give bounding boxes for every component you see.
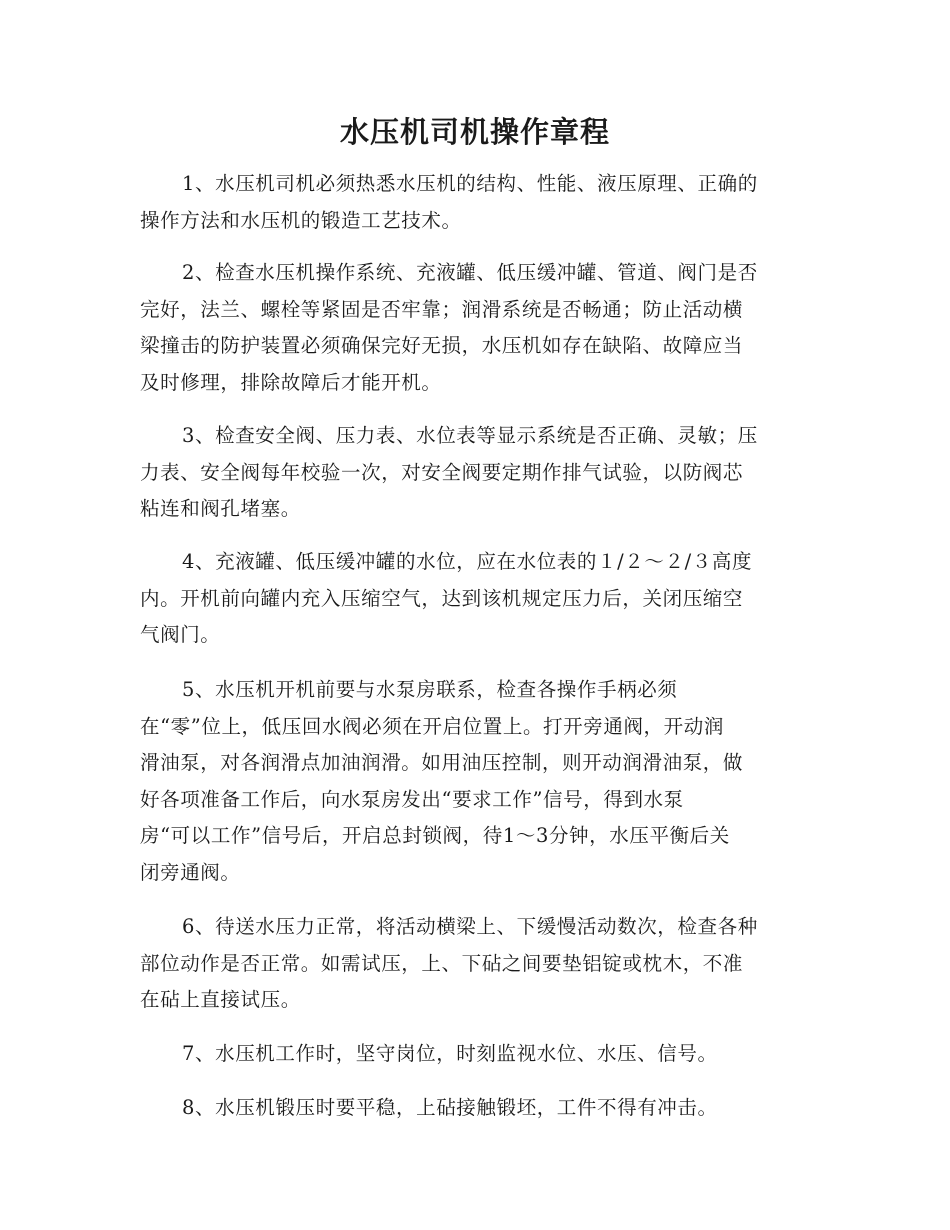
paragraph-5 (140, 672, 810, 891)
paragraph-4 (140, 544, 810, 654)
paragraph-line: 7、水压机工作时，坚守岗位，时刻监视水位、水压、信号。 (182, 1042, 718, 1065)
paragraph-1 (140, 166, 810, 239)
paragraph-line: 内。开机前向罐内充入压缩空气，达到该机规定压力后，关闭压缩空 (140, 586, 744, 610)
paragraph-line: 气阀门。 (140, 623, 221, 646)
paragraph-line: 2、检查水压机操作系统、充液罐、低压缓冲罐、管道、阀门是否 (182, 261, 758, 284)
paragraph-line: 在“零”位上，低压回水阀必须在开启位置上。打开旁通阀，开动润 (140, 714, 724, 738)
paragraph-line: 及时修理，排除故障后才能开机。 (140, 370, 442, 394)
paragraph-line: 4、充液罐、低压缓冲罐的水位，应在水位表的１/２～２/３高度 (182, 550, 753, 573)
paragraph-line: 操作方法和水压机的锻造工艺技术。 (140, 208, 462, 232)
paragraph-line: 房“可以工作”信号后，开启总封锁阀，待1～3分钟，水压平衡后关 (140, 824, 730, 847)
paragraph-8 (140, 1090, 810, 1127)
paragraph-line: 滑油泵，对各润滑点加油润滑。如用油压控制，则开动润滑油泵，做 (140, 751, 744, 774)
paragraph-line: 5、水压机开机前要与水泵房联系，检查各操作手柄必须 (182, 678, 678, 701)
paragraph-line: 闭旁通阀。 (140, 860, 241, 884)
paragraph-3 (140, 418, 810, 528)
paragraph-line: 6、待送水压力正常，将活动横梁上、下缓慢活动数次，检查各种 (182, 915, 758, 938)
paragraph-line: 8、水压机锻压时要平稳，上砧接触锻坯，工件不得有冲击。 (182, 1096, 718, 1119)
paragraph-line: 力表、安全阀每年校验一次，对安全阀要定期作排气试验，以防阀芯 (140, 460, 744, 484)
paragraph-line: 3、检查安全阀、压力表、水位表等显示系统是否正确、灵敏；压 (182, 424, 758, 447)
paragraph-7 (140, 1036, 810, 1073)
paragraph-line: 1、水压机司机必须热悉水压机的结构、性能、液压原理、正确的 (182, 172, 758, 195)
paragraph-line: 梁撞击的防护装置必须确保完好无损，水压机如存在缺陷、故障应当 (140, 334, 744, 357)
paragraph-line: 在砧上直接试压。 (140, 988, 301, 1011)
paragraph-6 (140, 909, 810, 1019)
document-title: 水压机司机操作章程 (339, 115, 610, 149)
paragraph-2 (140, 255, 810, 401)
paragraph-line: 好各项准备工作后，向水泵房发出“要求工作”信号，得到水泵 (140, 787, 684, 811)
paragraph-line: 部位动作是否正常。如需试压，上、下砧之间要垫铝锭或枕木，不准 (140, 951, 744, 975)
paragraph-line: 粘连和阀孔堵塞。 (140, 497, 301, 520)
paragraph-line: 完好，法兰、螺栓等紧固是否牢靠；润滑系统是否畅通；防止活动横 (140, 297, 744, 321)
